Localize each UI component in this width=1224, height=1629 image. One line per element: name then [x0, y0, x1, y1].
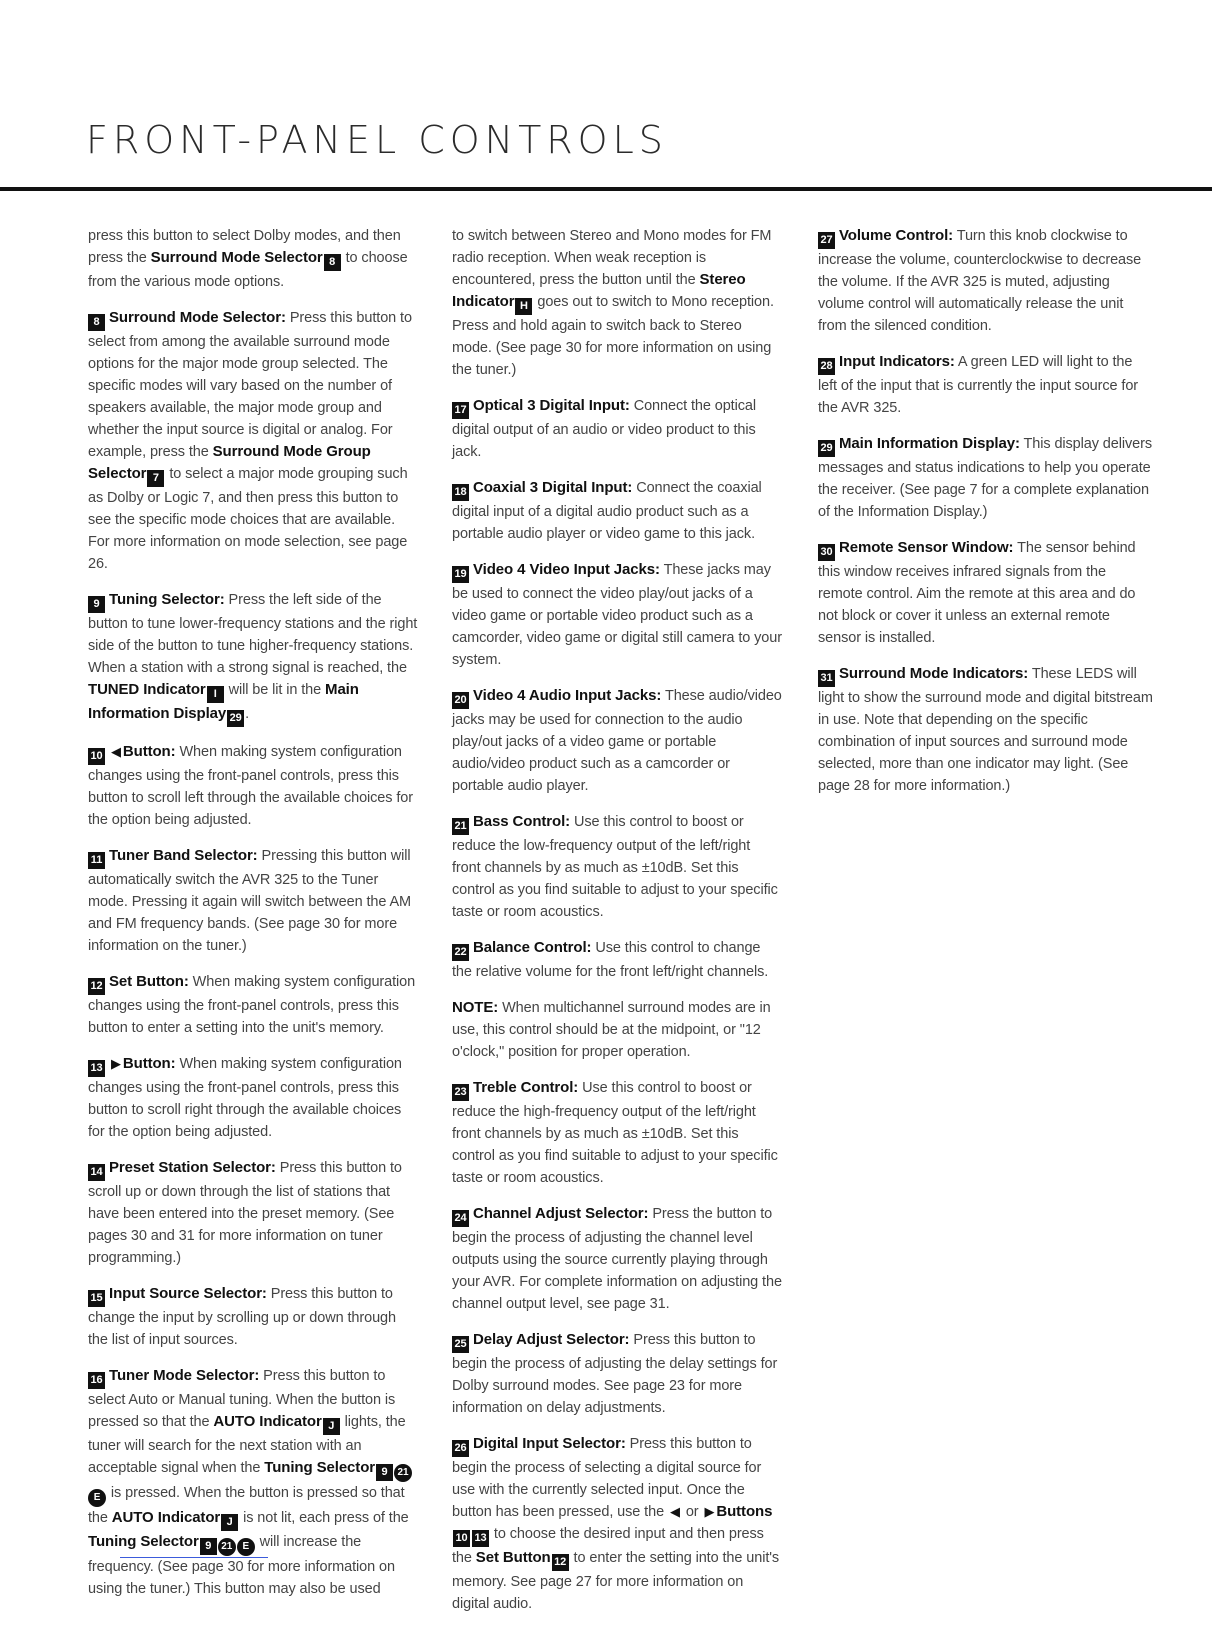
description-text: is pressed. When the button is pressed so that the: [88, 1485, 405, 1526]
arrow-icon: ▶: [704, 1504, 715, 1519]
description-text: When making system configuration changes using the front-panel controls, press this button to enter a setting into the unit's memory.: [88, 974, 416, 1036]
column-1: [88, 225, 418, 1614]
callout-number-badge: 15: [88, 1290, 105, 1307]
control-description: [88, 1365, 418, 1600]
description-text: Press this button to select from among the available surround mode options for the major mode group selected. The specific modes will vary based on the number of speakers available, the major mode group and whether the input source is digital or analog. For example, press the: [88, 310, 412, 460]
callout-number-badge: 8: [88, 314, 105, 331]
callout-number-badge: 26: [452, 1440, 469, 1457]
description-text: When making system configuration changes using the front-panel controls, press this button to scroll right through the available choices for the option being adjusted.: [88, 1056, 402, 1140]
description-text: Press this button to scroll up or down through the list of stations that have been entered into the preset memory. (See pages 30 and 31 for more information on tuner programming.): [88, 1160, 402, 1266]
control-name: Buttons: [716, 1503, 773, 1520]
description-text: Use this control to change the relative volume for the front left/right channels.: [452, 940, 769, 980]
callout-number-badge: 25: [452, 1336, 469, 1353]
description-text: to switch between Stereo and Mono modes for FM radio reception. When weak reception is encountered, press the button until the: [452, 228, 772, 288]
control-name: Tuning Selector: [88, 1533, 199, 1550]
control-name: Tuning Selector: [264, 1459, 375, 1476]
control-name: Video 4 Audio Input Jacks:: [473, 687, 662, 704]
description-text: This display delivers messages and status indications to help you operate the receiver. (See page 7 for a complete explanation of the Information Display.): [818, 436, 1152, 520]
control-description: [452, 225, 782, 381]
control-name: Preset Station Selector:: [109, 1159, 276, 1176]
callout-number-badge: 19: [452, 566, 469, 583]
title-divider: [0, 187, 1212, 191]
callout-number-badge: 16: [88, 1372, 105, 1389]
description-text: The sensor behind this window receives infrared signals from the remote control. Aim the remote at this area and do not block or cover it unless an external remote sensor is installed.: [818, 540, 1136, 646]
callout-number-badge: 9: [200, 1538, 217, 1555]
control-name: Channel Adjust Selector:: [473, 1205, 649, 1222]
remote-callout-badge: 21: [394, 1464, 412, 1482]
control-description: [88, 845, 418, 957]
description-text: Press this button to select Auto or Manual tuning. When the button is pressed so that the: [88, 1368, 396, 1430]
description-text: Turn this knob clockwise to increase the volume, counterclockwise to decrease the volume. If the AVR 325 is muted, adjusting volume control will automatically release the unit from the silenced condition.: [818, 228, 1142, 334]
control-description: [452, 477, 782, 545]
control-description: [88, 971, 418, 1039]
callout-number-badge: 12: [88, 978, 105, 995]
callout-number-badge: 31: [818, 670, 835, 687]
control-name: Balance Control:: [473, 939, 592, 956]
description-text: to select a major mode grouping such as Dolby or Logic 7, and then press this button to see the specific mode choices that are available. For more information on mode selection, see page 26.: [88, 466, 408, 572]
control-description: [452, 937, 782, 983]
callout-number-badge: 30: [818, 544, 835, 561]
callout-number-badge: 20: [452, 692, 469, 709]
description-text: Press this button to begin the process of selecting a digital source for use with the currently selected input. Once the button has been pressed, use the: [452, 1436, 762, 1520]
control-description: [88, 307, 418, 575]
control-name: Optical 3 Digital Input:: [473, 397, 630, 414]
description-text: These jacks may be used to connect the video play/out jacks of a video game or portable video product such as a camcorder, video game or digital still camera to your system.: [452, 562, 782, 668]
control-name: TUNED Indicator: [88, 681, 206, 698]
control-name: Input Source Selector:: [109, 1285, 267, 1302]
description-text: Press the button to begin the process of adjusting the channel level outputs using the source currently playing through your AVR. For complete information on adjusting the channel output level, see page 31.: [452, 1206, 782, 1312]
arrow-icon: ◀: [669, 1504, 680, 1519]
control-description: [818, 537, 1153, 649]
control-name: Delay Adjust Selector:: [473, 1331, 630, 1348]
callout-number-badge: 27: [818, 232, 835, 249]
control-description: [88, 1283, 418, 1351]
callout-number-badge: 13: [472, 1530, 489, 1547]
control-name: Surround Mode Selector:: [109, 309, 286, 326]
callout-number-badge: 10: [453, 1530, 470, 1547]
control-name: Button:: [122, 743, 176, 760]
control-description: [452, 811, 782, 923]
control-name: Tuner Band Selector:: [109, 847, 258, 864]
page-title: FRONT-PANEL CONTROLS: [86, 118, 668, 162]
callout-number-badge: 10: [88, 748, 105, 765]
callout-number-badge: J: [221, 1514, 238, 1531]
callout-number-badge: 7: [147, 470, 164, 487]
arrow-icon: ◀: [111, 744, 121, 759]
control-name: Main Information Display:: [839, 435, 1020, 452]
description-text: to choose from the various mode options.: [88, 250, 408, 290]
control-name: Bass Control:: [473, 813, 571, 830]
control-description: [88, 1053, 418, 1143]
description-text: Connect the optical digital output of an audio or video product to this jack.: [452, 398, 756, 460]
description-text: A green LED will light to the left of the input that is currently the input source for the AVR 325.: [818, 354, 1139, 416]
control-description: [88, 225, 418, 293]
control-name: AUTO Indicator: [111, 1509, 221, 1526]
control-description: [88, 741, 418, 831]
control-description: [818, 663, 1153, 797]
control-name: AUTO Indicator: [213, 1413, 322, 1430]
control-description: [452, 559, 782, 671]
control-name: Remote Sensor Window:: [839, 539, 1014, 556]
description-text: Press the left side of the button to tune lower-frequency stations and the right side of the button to tune higher-frequency stations. When a station with a strong signal is reached, the: [88, 592, 418, 676]
control-name: Surround Mode Selector: [150, 249, 323, 266]
callout-number-badge: 12: [552, 1554, 569, 1571]
control-name: NOTE:: [452, 999, 499, 1016]
control-name: Set Button: [475, 1549, 551, 1566]
description-text: or: [681, 1504, 703, 1520]
control-name: Digital Input Selector:: [473, 1435, 626, 1452]
callout-number-badge: 17: [452, 402, 469, 419]
callout-number-badge: I: [207, 686, 224, 703]
control-name: Surround Mode Group Selector: [88, 443, 371, 482]
description-text: lights, the tuner will search for the next station with an acceptable signal when the: [88, 1414, 406, 1476]
callout-number-badge: 28: [818, 358, 835, 375]
footer-divider: [120, 1557, 268, 1558]
control-description: [818, 433, 1153, 523]
control-name: Set Button:: [109, 973, 189, 990]
control-name: Button:: [122, 1055, 176, 1072]
control-description: [452, 1329, 782, 1419]
description-text: .: [245, 706, 250, 722]
control-name: Stereo Indicator: [452, 271, 746, 310]
control-name: Tuning Selector:: [109, 591, 225, 608]
control-description: [452, 395, 782, 463]
callout-number-badge: 9: [88, 596, 105, 613]
remote-callout-badge: 21: [218, 1538, 236, 1556]
callout-number-badge: 22: [452, 944, 469, 961]
control-description: [452, 1203, 782, 1315]
description-text: When making system configuration changes using the front-panel controls, press this button to scroll left through the available choices for the option being adjusted.: [88, 744, 413, 828]
description-text: to enter the setting into the unit's memory. See page 27 for more information on digital audio.: [452, 1550, 780, 1612]
control-name: Tuner Mode Selector:: [109, 1367, 260, 1384]
control-description: [88, 589, 418, 727]
control-name: Video 4 Video Input Jacks:: [473, 561, 660, 578]
description-text: Use this control to boost or reduce the high-frequency output of the left/right front channels by as much as ±10dB. Set this control as you find suitable to adjust to your specific taste or room acoustics.: [452, 1080, 778, 1186]
callout-number-badge: 8: [324, 254, 341, 271]
callout-number-badge: 14: [88, 1164, 105, 1181]
control-description: [452, 997, 782, 1063]
remote-callout-badge: E: [88, 1489, 106, 1507]
callout-number-badge: 29: [227, 710, 244, 727]
control-description: [818, 225, 1153, 337]
callout-number-badge: 21: [452, 818, 469, 835]
description-text: Press this button to begin the process of adjusting the delay settings for Dolby surround modes. See page 23 for more information on delay adjustments.: [452, 1332, 778, 1416]
callout-number-badge: J: [323, 1418, 340, 1435]
control-description: [452, 685, 782, 797]
description-text: is not lit, each press of the: [239, 1510, 409, 1526]
callout-number-badge: H: [515, 298, 532, 315]
description-text: goes out to switch to Mono reception. Press and hold again to switch back to Stereo mode. (See page 30 for more information on using the tuner.): [452, 294, 774, 378]
remote-callout-badge: E: [237, 1538, 255, 1556]
description-text: to choose the desired input and then press the: [452, 1526, 764, 1566]
control-description: [88, 1157, 418, 1269]
description-text: will increase the frequency. (See page 30 for more information on using the tuner.) This button may also be used: [88, 1534, 395, 1597]
description-text: Connect the coaxial digital input of a digital audio product such as a portable audio player or video game to this jack.: [452, 480, 762, 542]
description-text: When multichannel surround modes are in use, this control should be at the midpoint, or "12 o'clock," position for proper operation.: [452, 1000, 771, 1060]
control-description: [818, 351, 1153, 419]
description-text: will be lit in the: [224, 682, 326, 698]
control-description: [452, 1433, 782, 1615]
description-text: press this button to select Dolby modes, and then press the: [88, 228, 401, 266]
control-name: Input Indicators:: [839, 353, 955, 370]
control-name: Main Information Display: [88, 681, 359, 722]
callout-number-badge: 24: [452, 1210, 469, 1227]
column-3: [818, 225, 1153, 811]
callout-number-badge: 29: [818, 440, 835, 457]
control-description: [452, 1077, 782, 1189]
description-text: Press this button to change the input by scrolling up or down through the list of input sources.: [88, 1286, 396, 1348]
control-name: Treble Control:: [473, 1079, 579, 1096]
callout-number-badge: 11: [88, 852, 105, 869]
callout-number-badge: 9: [376, 1464, 393, 1481]
description-text: These audio/video jacks may be used for connection to the audio play/out jacks of a video game or portable audio/video product such as a camcorder or portable audio player.: [452, 688, 782, 794]
arrow-icon: ▶: [111, 1056, 121, 1071]
control-name: Coaxial 3 Digital Input:: [473, 479, 633, 496]
description-text: Use this control to boost or reduce the low-frequency output of the left/right front channels by as much as ±10dB. Set this control as you find suitable to adjust to your specific taste or room acoustics.: [452, 814, 778, 920]
column-2: [452, 225, 782, 1629]
callout-number-badge: 13: [88, 1060, 105, 1077]
description-text: These LEDS will light to show the surround mode and digital bitstream in use. Note that depending on the specific combination of input sources and surround mode selected, more than one indicator may light. (See page 28 for more information.): [818, 666, 1153, 794]
control-name: Volume Control:: [839, 227, 954, 244]
callout-number-badge: 18: [452, 484, 469, 501]
description-text: Pressing this button will automatically switch the AVR 325 to the Tuner mode. Pressing it again will switch between the AM and FM frequency bands. (See page 30 for more information on the tuner.): [88, 848, 412, 954]
callout-number-badge: 23: [452, 1084, 469, 1101]
control-name: Surround Mode Indicators:: [839, 665, 1029, 682]
